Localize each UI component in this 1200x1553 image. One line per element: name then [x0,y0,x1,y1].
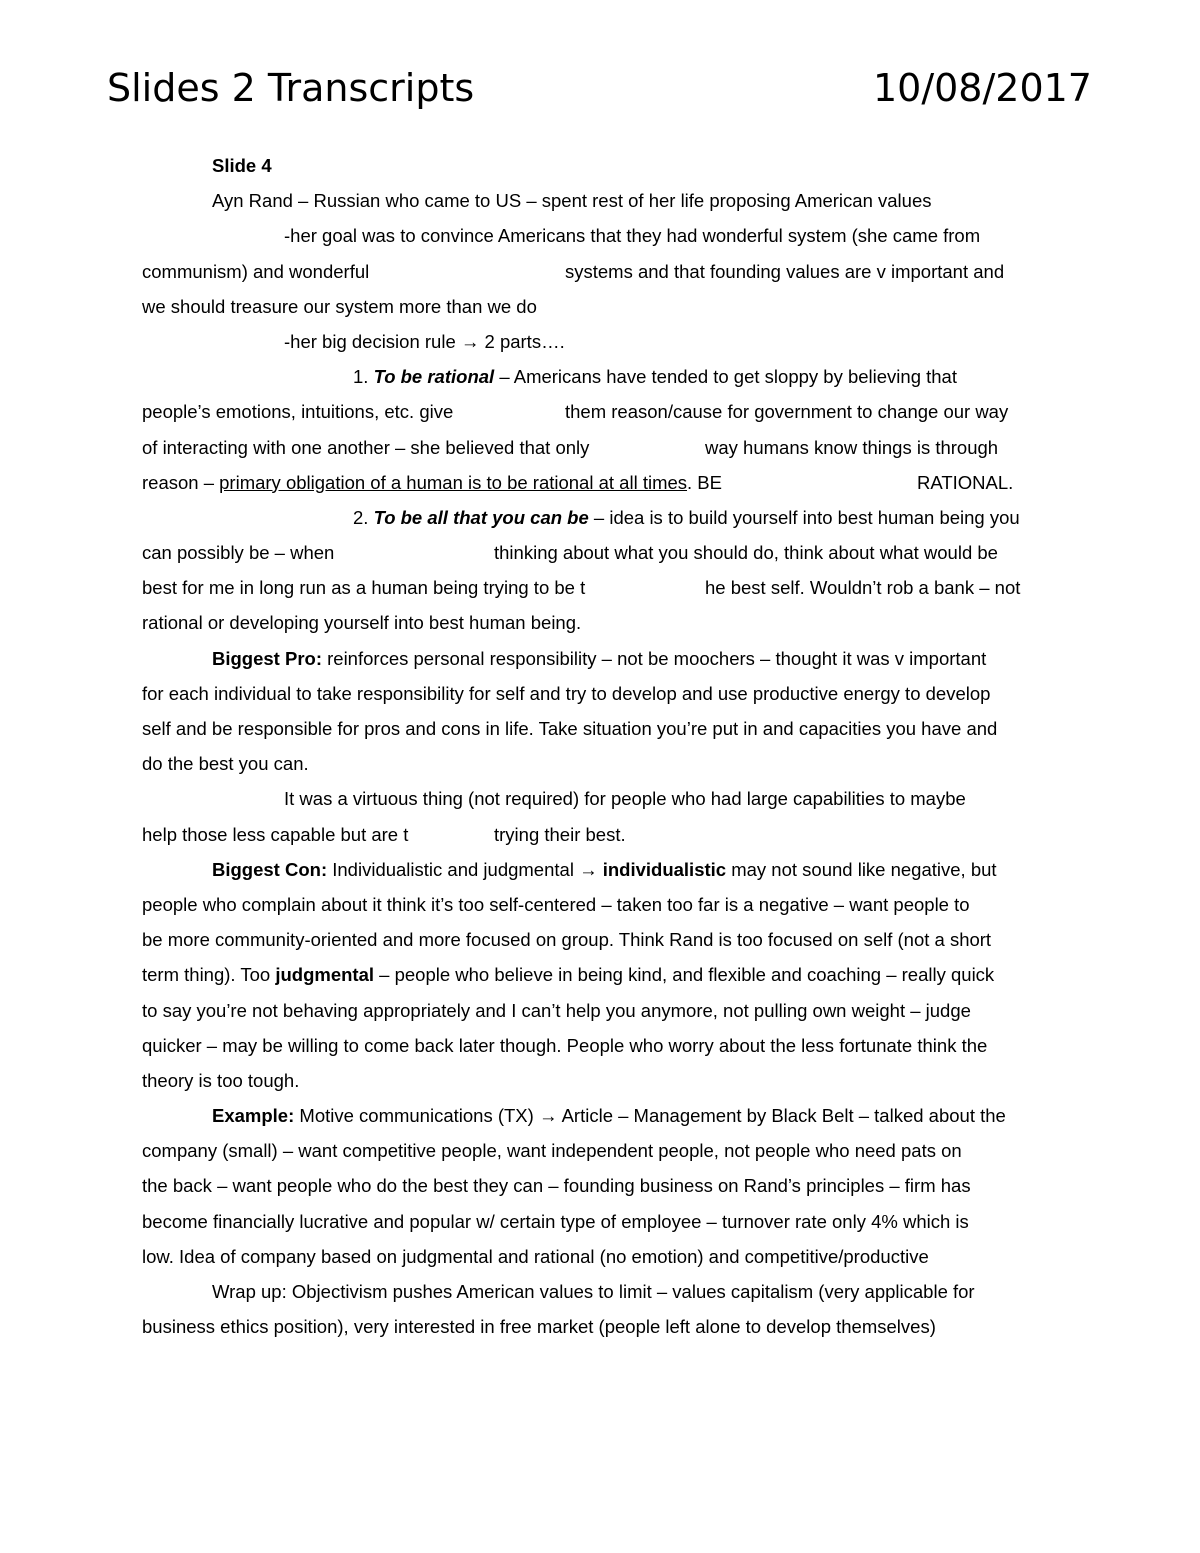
list-item-continued: quicker – may be willing to come back later though. People who worry about the less fortunate think the [142,1034,988,1056]
list-item-continued: help those less capable but are t trying their best. [142,823,626,845]
list-item-continued: theory is too tough. [142,1069,300,1091]
document-title: Slides 2 Transcripts [107,66,475,110]
list-item: Ayn Rand – Russian who came to US – spent rest of her life proposing American values [212,190,932,212]
list-item: Wrap up: Objectivism pushes American values to limit – values capitalism (very applicable for [212,1281,975,1302]
list-item-continued: reason – primary obligation of a human is to be rational at all times. BE RATIONAL. [142,471,1014,493]
notes-body [142,148,1067,1344]
list-item-continued: become financially lucrative and popular w/ certain type of employee – turnover rate only 4% which is [142,1210,969,1232]
list-item-continued: company (small) – want competitive people, want independent people, not people who need pats on [142,1140,962,1162]
list-item: Slide 4 [212,155,272,176]
list-item: 2. To be all that you can be – idea is to build yourself into best human being you [353,506,1020,528]
list-item: Biggest Pro: reinforces personal responsibility – not be moochers – thought it was v important [212,647,987,669]
list-item: Biggest Con: Individualistic and judgmental → individualistic may not sound like negative, but [212,858,997,880]
list-item-continued: we should treasure our system more than we do [142,295,537,317]
list-item: 1. To be rational – Americans have tended to get sloppy by believing that [353,366,957,388]
document-date: 10/08/2017 [872,66,1092,110]
list-item: Example: Motive communications (TX) → Article – Management by Black Belt – talked about the [212,1105,1006,1127]
arrow-icon: → [579,858,598,880]
list-item-continued: the back – want people who do the best they can – founding business on Rand’s principles – firm has [142,1175,971,1197]
list-item-continued: self and be responsible for pros and cons in life. Take situation you’re put in and capacities you have and [142,718,998,739]
list-item-continued: communism) and wonderful systems and that founding values are v important and [142,260,1005,282]
list-item-continued: of interacting with one another – she believed that only way humans know things is through [142,436,999,458]
list-item: It was a virtuous thing (not required) for people who had large capabilities to maybe [284,788,966,810]
list-item: -her goal was to convince Americans that they had wonderful system (she came from [284,225,981,247]
list-item-continued: best for me in long run as a human being trying to be t he best self. Wouldn’t rob a bank – not [142,577,1021,599]
list-item-continued: be more community-oriented and more focused on group. Think Rand is too focused on self (not a short [142,929,992,951]
arrow-icon: → [538,1105,558,1127]
arrow-icon: → [460,330,480,352]
list-item-continued: business ethics position), very interested in free market (people left alone to develop themselves) [142,1316,936,1338]
list-item-continued: people’s emotions, intuitions, etc. give them reason/cause for government to change our way [142,401,1009,423]
list-item-continued: do the best you can. [142,753,309,775]
list-item: -her big decision rule → 2 parts…. [284,330,565,352]
list-item-continued: rational or developing yourself into best human being. [142,612,582,634]
list-item-continued: to say you’re not behaving appropriately and I can’t help you anymore, not pulling own weight – judge [142,999,971,1021]
list-item-continued: term thing). Too judgmental – people who believe in being kind, and flexible and coaching – really quick [142,964,995,986]
list-item-continued: for each individual to take responsibility for self and try to develop and use productive energy to develop [142,682,991,704]
list-item-continued: low. Idea of company based on judgmental and rational (no emotion) and competitive/productive [142,1245,929,1267]
list-item-continued: people who complain about it think it’s too self-centered – taken too far is a negative – want people to [142,893,970,915]
list-item-continued: can possibly be – when thinking about what you should do, think about what would be [142,542,998,564]
